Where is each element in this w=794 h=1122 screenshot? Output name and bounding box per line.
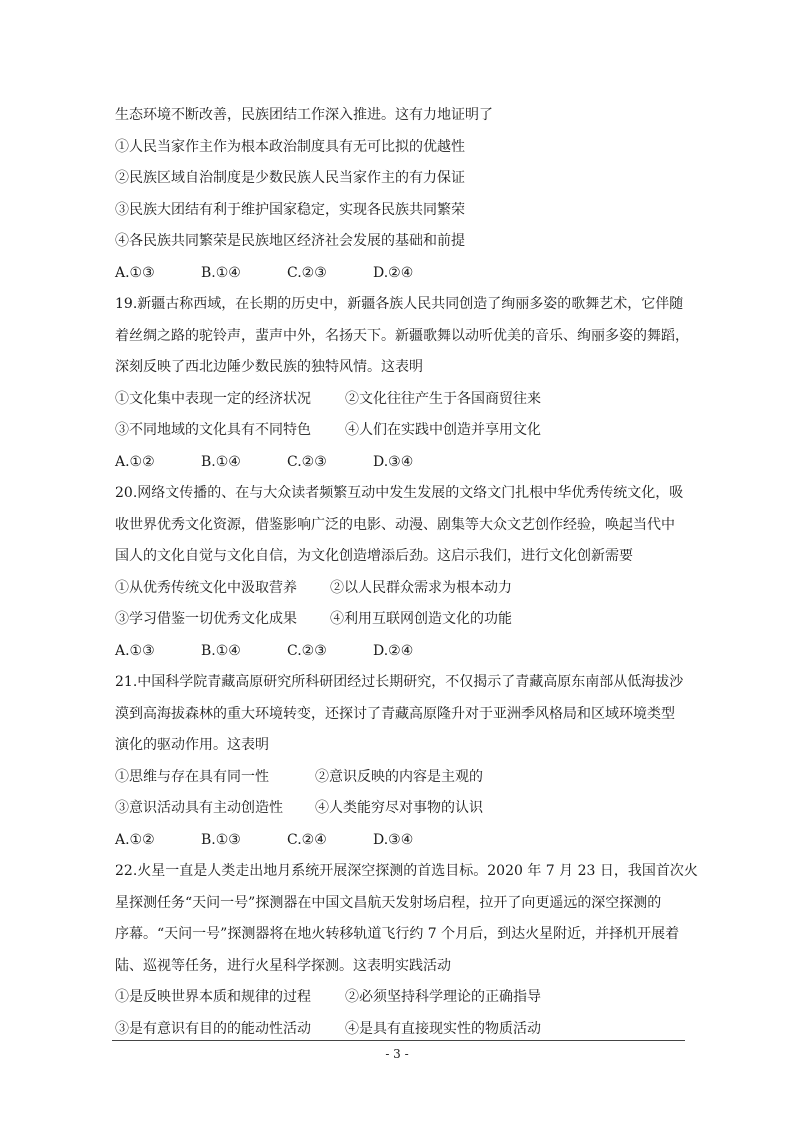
choice-a: A.①③	[115, 642, 155, 659]
question-stem-line: 深刻反映了西北边陲少数民族的独特风情。这表明	[115, 359, 423, 375]
question-stem-line: 20.网络文传播的、在与大众读者频繁互动中发生发展的文络文门扎根中华优秀传统文化，吸	[115, 485, 684, 501]
statement-row	[115, 793, 685, 825]
statement: ③民族大团结有利于维护国家稳定，实现各民族共同繁荣	[115, 201, 465, 218]
question-stem-line: 19.新疆古称西域，在长期的历史中，新疆各族人民共同创造了绚丽多姿的歌舞艺术，它伴随	[115, 296, 684, 312]
question-stem-line: 演化的驱动作用。这表明	[115, 737, 269, 753]
statement: ②文化往往产生于各国商贸往来	[345, 390, 541, 407]
page-number: - 3 -	[385, 1047, 409, 1061]
choice-c: C.②③	[287, 642, 327, 659]
answer-choices	[115, 258, 685, 290]
choice-d: D.②④	[373, 264, 414, 281]
statement-row	[115, 573, 685, 605]
question-stem-line: 21.中国科学院青藏高原研究所科研团经过长期研究，不仅揭示了青藏高原东南部从低海拔沙	[115, 674, 684, 690]
question-stem-line: 着丝绸之路的驼铃声，蜚声中外，名扬天下。新疆歌舞以动听优美的音乐、绚丽多姿的舞蹈，	[115, 327, 689, 344]
statement: ③不同地域的文化具有不同特色	[115, 422, 311, 438]
choice-d: D.③④	[373, 831, 414, 848]
statement: ②意识反映的内容是主观的	[315, 768, 483, 785]
statement: ①文化集中表现一定的经济状况	[115, 390, 311, 407]
statement-row	[115, 384, 685, 416]
choice-d: D.②④	[373, 642, 414, 659]
choice-b: B.①④	[201, 642, 241, 659]
choice-b: B.①③	[201, 831, 241, 848]
question-stem-line: 星探测任务“天问一号”探测器在中国文昌航天发射场启程，拉开了向更遥远的深空探测的	[115, 894, 662, 911]
choice-c: C.②④	[287, 831, 327, 848]
question-stem-line: 生态环境不断改善，民族团结工作深入推进。这有力地证明了	[115, 107, 493, 123]
statement: ①是反映世界本质和规律的过程	[115, 989, 311, 1005]
statement: ④是具有直接现实性的物质活动	[345, 1020, 541, 1037]
question-stem-line: 漠到高海拔森林的重大环境转变，还探讨了青藏高原隆升对于亚洲季风格局和区域环境类型	[115, 705, 675, 722]
answer-choices	[115, 825, 685, 857]
statement-row	[115, 415, 685, 447]
question-20	[115, 478, 685, 667]
choice-b: B.①④	[201, 264, 241, 281]
question-stem-line: 序幕。“天问一号”探测器将在地火转移轨道飞行约 7 个月后，到达火星附近，并择机开展着	[115, 926, 680, 942]
question-stem-line: 陆、巡视等任务，进行火星科学探测。这表明实践活动	[115, 957, 451, 974]
choice-a: A.①②	[115, 453, 155, 470]
choice-c: C.②③	[287, 264, 327, 281]
statement: ①从优秀传统文化中汲取营养	[115, 579, 297, 596]
statement: ②以人民群众需求为根本动力	[330, 579, 512, 596]
statement: ④人们在实践中创造并享用文化	[345, 422, 541, 438]
question-18	[115, 100, 685, 289]
choice-d: D.③④	[373, 453, 414, 470]
statement: ③学习借鉴一切优秀文化成果	[115, 611, 297, 627]
question-stem-line: 22.火星一直是人类走出地月系统开展深空探测的首选目标。2020 年 7 月 23 日，我国首次火	[115, 863, 698, 879]
statement: ③意识活动具有主动创造性	[115, 800, 283, 816]
question-22	[115, 856, 698, 1045]
choice-a: A.①②	[115, 831, 155, 848]
statement: ②民族区域自治制度是少数民族人民当家作主的有力保证	[115, 170, 465, 186]
answer-choices	[115, 447, 685, 479]
footer-divider	[112, 1040, 685, 1041]
statement-row	[115, 982, 685, 1014]
page-content	[115, 100, 698, 1045]
choice-b: B.①④	[201, 453, 241, 470]
statement: ②必须坚持科学理论的正确指导	[345, 989, 541, 1005]
choice-c: C.②③	[287, 453, 327, 470]
answer-choices	[115, 636, 685, 668]
question-stem-line: 收世界优秀文化资源，借鉴影响广泛的电影、动漫、剧集等大众文艺创作经验，唤起当代中	[115, 516, 675, 533]
question-stem-line: 国人的文化自觉与文化自信，为文化创造增添后劲。这启示我们，进行文化创新需要	[115, 548, 633, 564]
statement: ①思维与存在具有同一性	[115, 768, 269, 785]
choice-a: A.①③	[115, 264, 155, 281]
statement: ③是有意识有目的的能动性活动	[115, 1020, 311, 1037]
question-19	[115, 289, 689, 478]
question-21	[115, 667, 685, 856]
statement: ④各民族共同繁荣是民族地区经济社会发展的基础和前提	[115, 233, 465, 249]
statement: ④人类能穷尽对事物的认识	[315, 800, 483, 816]
statement: ④利用互联网创造文化的功能	[330, 611, 512, 627]
statement-row	[115, 604, 685, 636]
statement-row	[115, 762, 685, 794]
statement: ①人民当家作主作为根本政治制度具有无可比拟的优越性	[115, 138, 465, 155]
